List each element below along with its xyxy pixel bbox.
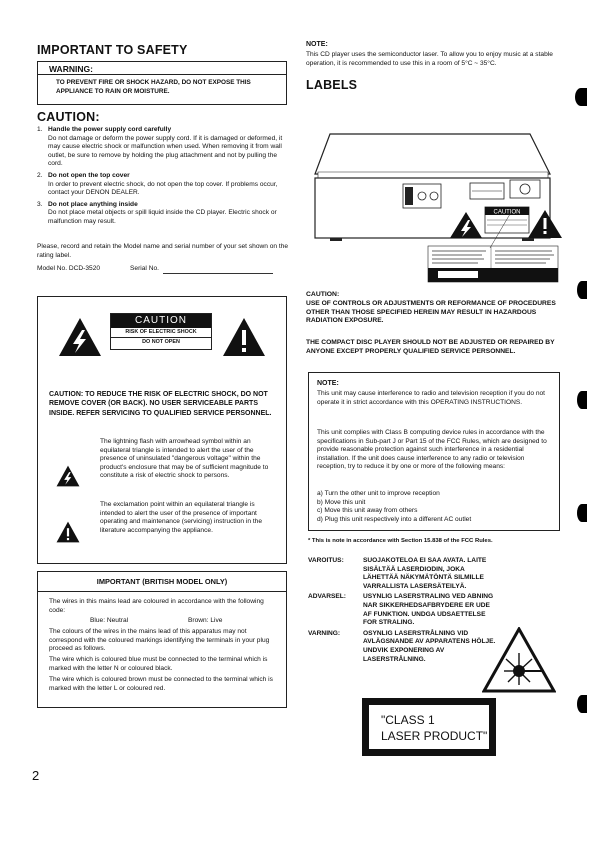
lightning-explanation: The lightning flash with arrowhead symbol within an equilateral triangle is intended to alert the user of the presence of uninsulated "dangerous voltage" within the product's enclosure that may be of sufficient magnitude to constitute a risk of electric shock to persons.	[100, 438, 269, 480]
british-title-text: IMPORTANT (BRITISH MODEL ONLY)	[96, 577, 228, 586]
labels-title: LABELS	[306, 78, 358, 92]
fcc-footnote: * This is note in accordance with Section 15.838 of the FCC Rules.	[308, 538, 493, 544]
caution-item-title: Handle the power supply cord carefully	[48, 126, 172, 133]
fcc-note-box	[308, 372, 560, 531]
serial-number-row	[130, 265, 273, 274]
model-number: Model No. DCD-3520	[37, 265, 101, 272]
caution-label-title: CAUTION	[111, 314, 211, 328]
exclamation-triangle-small-icon	[56, 521, 80, 543]
british-para1: The colours of the wires in the mains lead of this apparatus may not correspond with the coloured markings identifying the terminals in your plug proceed as follows.	[49, 628, 270, 653]
warning-text: TO PREVENT FIRE OR SHOCK HAZARD, DO NOT EXPOSE THIS APPLIANCE TO RAIN OR MOISTURE.	[56, 79, 251, 95]
binder-mark	[575, 88, 587, 106]
warning-text: OSYNLIG LASERSTRÅLNING VID AVLÄGSNANDE AV APPARATENS HÖLJE. UNDVIK EXPONERING AV LASERSTRÅLNING.	[363, 629, 496, 663]
rear-panel-illustration	[300, 94, 562, 289]
record-text: Please, record and retain the Model name and serial number of your set shown on the rating label.	[37, 243, 289, 259]
laser-caution-heading: CAUTION:	[306, 291, 340, 298]
exclamation-triangle-icon	[222, 317, 266, 357]
fcc-measure-item: b) Move this unit	[317, 498, 366, 506]
laser-caution-text: USE OF CONTROLS OR ADJUSTMENTS OR REFORMANCE OF PROCEDURES OTHER THAN THOSE SPECIFIED HEREIN MAY RESULT IN HAZARDOUS RADIATION EXPOSURE.	[306, 300, 556, 325]
laser-radiation-icon	[482, 627, 556, 693]
caution-item-body: Do not place metal objects or spill liquid inside the CD player. Electric shock or malfunction may result.	[48, 209, 277, 225]
binder-mark	[577, 504, 587, 522]
caution-list-section	[37, 126, 289, 230]
shock-caution-statement: CAUTION: TO REDUCE THE RISK OF ELECTRIC SHOCK, DO NOT REMOVE COVER (OR BACK). NO USER SERVICEABLE PARTS INSIDE. REFER SERVICING TO QUALIFIED SERVICE PERSONNEL.	[49, 391, 272, 417]
warning-row-swedish	[308, 630, 498, 664]
scandinavian-warnings	[308, 557, 498, 664]
caution-item-number: 2.	[37, 171, 43, 179]
caution-item	[37, 201, 289, 227]
caution-list	[37, 126, 289, 227]
exclamation-explanation: The exclamation point within an equilateral triangle is intended to alert the user of the presence of important operating and maintenance (servicing) instruction in the literature accompanying the appliance.	[100, 501, 263, 534]
binder-mark	[577, 391, 587, 409]
caution-item-body: In order to prevent electric shock, do not open the top cover. If problems occur, contact your DENON DEALER.	[48, 180, 278, 197]
fcc-para1: This unit may cause interference to radio and television reception if you do not operate it in strict accordance with this OPERATING INSTRUCTIONS.	[317, 390, 545, 406]
warning-label: VAROITUS:	[308, 557, 344, 564]
british-divider	[38, 591, 286, 592]
wire-blue: Blue: Neutral	[90, 617, 129, 624]
serial-number-label: Serial No.	[130, 265, 159, 272]
note-heading: NOTE:	[306, 41, 328, 48]
fcc-measure-item: c) Move this unit away from others	[317, 507, 418, 515]
fcc-heading: NOTE:	[317, 380, 339, 387]
page-number: 2	[32, 768, 40, 783]
fcc-measures-list	[317, 490, 555, 524]
caution-title: CAUTION:	[37, 110, 100, 124]
note-text: This CD player uses the semiconductor laser. To allow you to enjoy music at a stable operation, it is recommended to use this in a room of 5°C ~ 35°C.	[306, 51, 553, 67]
warning-row-danish	[308, 593, 498, 627]
lightning-triangle-icon	[58, 317, 102, 357]
caution-item	[37, 126, 289, 169]
binder-mark	[577, 281, 587, 299]
british-para3: The wire which is coloured brown must be connected to the terminal which is marked with the letter L or coloured red.	[49, 676, 273, 692]
warning-heading: WARNING:	[49, 64, 93, 74]
warning-box	[37, 61, 287, 105]
warning-label: VARNING:	[308, 629, 341, 637]
british-intro: The wires in this mains lead are coloured in accordance with the following code:	[49, 598, 264, 614]
compact-disc-service-text: THE COMPACT DISC PLAYER SHOULD NOT BE ADJUSTED OR REPAIRED BY ANYONE EXCEPT PROPERLY QUALIFIED SERVICE PERSONNEL.	[306, 339, 555, 355]
warning-label: ADVARSEL:	[308, 593, 346, 601]
warning-text: SUOJAKOTELOA EI SAA AVATA. LAITE SISÄLTÄÄ LASERDIODIN, JOKA LÄHETTÄÄ NÄKYMÄTÖNTÄ SILMILLE VARRALLISTA LASERSÄTEILYÄ.	[363, 557, 487, 590]
class1-label	[369, 705, 489, 749]
warning-text: USYNLIG LASERSTRALING VED ABNING NAR SIKKERHEDSAFBRYDERE ER UDE AF FUNKTION. UNDGA UDSAETTELSE FOR STRALING.	[363, 593, 494, 627]
caution-label	[110, 313, 212, 350]
caution-item-title: Do not open the top cover	[48, 171, 130, 179]
lightning-triangle-small-icon	[56, 465, 80, 487]
caution-label-line2: DO NOT OPEN	[142, 339, 180, 345]
caution-item-body: Do not damage or deform the power supply cord. If it is damaged or deformed, it may cause electric shock or malfunction when used. When removing it from wall outlet, be sure to remove by holding the plug attachment and not by pulling the cord.	[48, 134, 283, 168]
british-para2: The wire which is coloured blue must be connected to the terminal which is marked with the letter N or coloured black.	[49, 656, 268, 672]
caution-item-title: Do not place anything inside	[48, 200, 138, 208]
wire-brown: Brown: Live	[188, 617, 223, 624]
british-model-box	[37, 571, 287, 708]
serial-number-line	[163, 266, 273, 274]
rear-caution-label-title: CAUTION	[493, 209, 521, 216]
safety-title: IMPORTANT TO SAFETY	[37, 43, 188, 57]
class1-label-line1: "CLASS 1	[381, 713, 435, 727]
warning-divider	[38, 74, 286, 75]
binder-mark	[577, 695, 587, 713]
caution-label-line1: RISK OF ELECTRIC SHOCK	[111, 328, 211, 338]
warning-row-finnish	[308, 557, 498, 591]
class1-label-line2: LASER PRODUCT"	[381, 729, 488, 743]
shock-caution-box	[37, 296, 287, 564]
caution-item	[37, 172, 289, 198]
british-title	[38, 577, 286, 586]
class1-label-frame	[362, 698, 496, 756]
fcc-measure-item: a) Turn the other unit to improve reception	[317, 490, 440, 497]
fcc-para2: This unit complies with Class B computing device rules in accordance with the specifications in Sub-part J or Part 15 of the FCC Rules, which are designed to provide reasonable protection against such interference in a residential installation. If the unit does cause interference to any radio or television reception, try to reduce it by one or more of the following means:	[317, 429, 547, 471]
fcc-measure-item: d) Plug this unit respectively into a different AC outlet	[317, 515, 472, 523]
caution-item-number: 1.	[37, 126, 43, 133]
caution-item-number: 3.	[37, 200, 43, 208]
